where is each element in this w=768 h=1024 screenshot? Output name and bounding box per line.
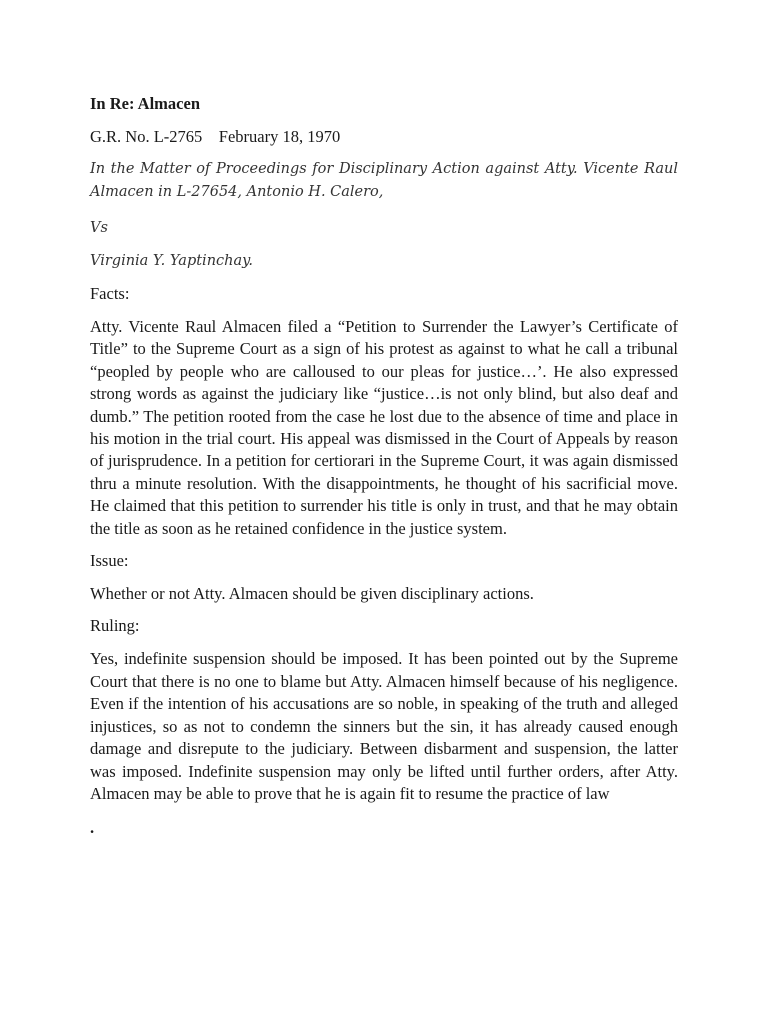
ruling-paragraph: Yes, indefinite suspension should be imposed. It has been pointed out by the Supreme Court that there is no one to blame but Atty. Almacen himself because of his negligence. Even if the intention of his accusations are so noble, in speaking of the truth and alleged injustices, so as not to condemn the sinners but the sin, it has already caused enough damage and disrepute to the judiciary. Between disbarment and suspension, the latter was imposed. Indefinite suspension may only be lifted until further orders, after Atty. Almacen may be able to prove that he is again fit to resume the practice of law <box>90 649 678 803</box>
decision-date: February 18, 1970 <box>218 127 341 146</box>
matter-caption: In the Matter of Proceedings for Disciplinary Action against Atty. Vicente Raul Almacen in L-27654, Antonio H. Calero, <box>90 161 678 200</box>
case-title: In Re: Almacen <box>90 94 200 113</box>
issue-heading: Issue: <box>90 551 129 571</box>
facts-heading: Facts: <box>90 284 130 303</box>
facts-paragraph: Atty. Vicente Raul Almacen filed a “Petition to Surrender the Lawyer’s Certificate of Title” to the Supreme Court as a sign of his protest as against to what he call a tribunal “peopled by people who are calloused to our pleas for justice…’. He also expressed strong words as against the judiciary like “justice…is not only blind, but also deaf and dumb.” The petition rooted from the case he lost due to the absence of time and place in his motion in the trial court. His appeal was dismissed in the Court of Appeals by reason of jurisprudence. In a petition for certiorari in the Supreme Court, it was again dismissed thru a minute resolution. With the disappointments, he thought of his sacrificial move. He claimed that this petition to surrender his title is only in trust, and that he may obtain the title as soon as he retained confidence in the justice system. <box>90 317 678 538</box>
document-page <box>90 93 678 839</box>
issue-paragraph: Whether or not Atty. Almacen should be given disciplinary actions. <box>90 584 534 604</box>
versus-label: Vs <box>90 220 108 236</box>
case-reference <box>90 126 678 148</box>
ruling-heading: Ruling: <box>90 616 140 636</box>
respondent-name: Virginia Y. Yaptinchay. <box>90 253 254 269</box>
gr-number: G.R. No. L-2765 <box>90 127 203 146</box>
trailing-period: . <box>90 818 95 838</box>
